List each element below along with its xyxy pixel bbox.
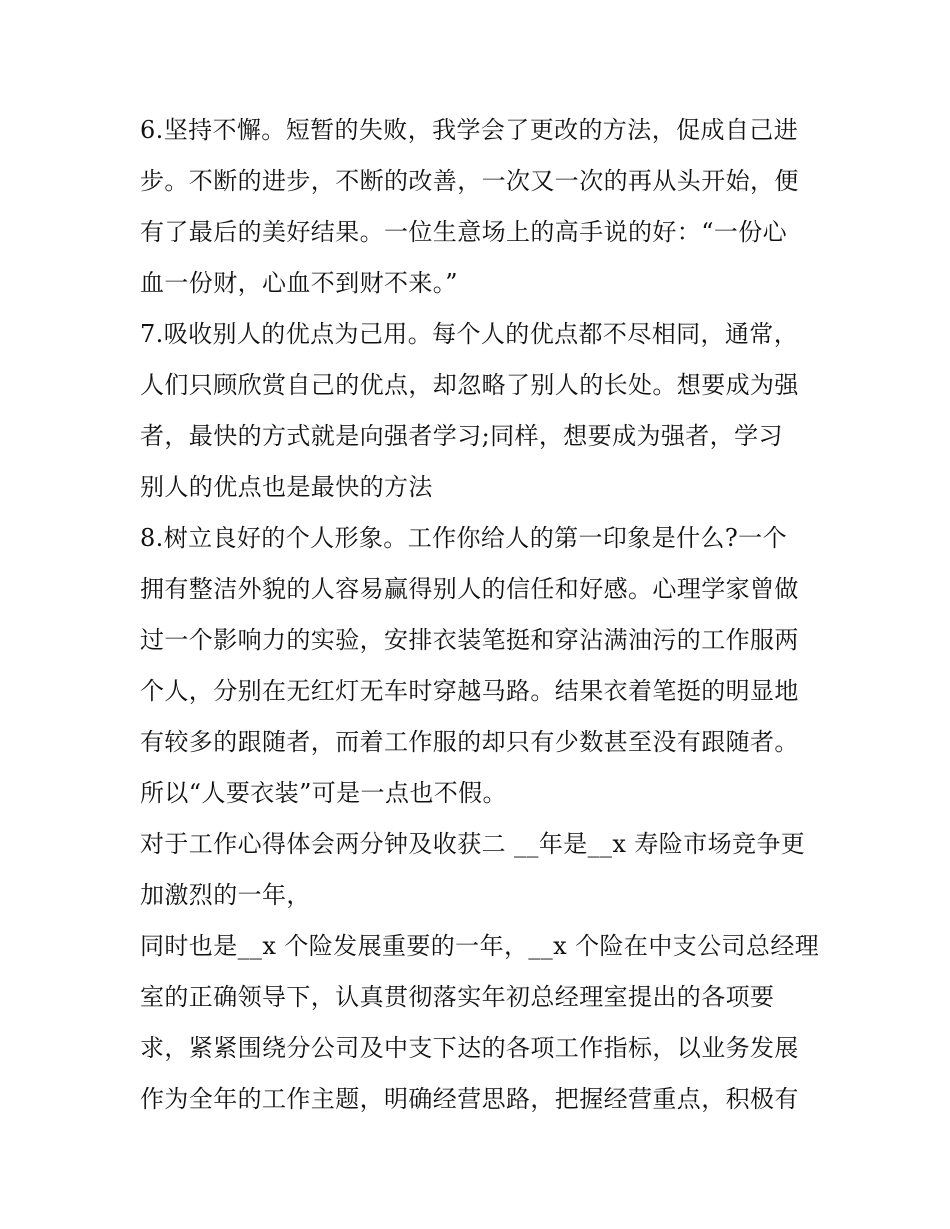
text-line: 对于工作心得体会两分钟及收获二 __年是__x 寿险市场竞争更 bbox=[140, 830, 806, 858]
text-line: 求，紧紧围绕分公司及中支下达的各项工作指标，以业务发展 bbox=[140, 1034, 799, 1062]
text-line: 6.坚持不懈。短暂的失败，我学会了更改的方法，促成自己进 bbox=[140, 116, 799, 144]
text-line: 同时也是__x 个险发展重要的一年，__x 个险在中支公司总经理 bbox=[140, 932, 820, 960]
document-body bbox=[140, 105, 820, 1125]
text-line: 7.吸收别人的优点为己用。每个人的优点都不尽相同，通常， bbox=[140, 320, 799, 348]
text-line: 过一个影响力的实验，安排衣装笔挺和穿沾满油污的工作服两 bbox=[140, 626, 799, 654]
text-line: 步。不断的进步，不断的改善，一次又一次的再从头开始，便 bbox=[140, 167, 799, 195]
text-line: 有较多的跟随者，而着工作服的却只有少数甚至没有跟随者。 bbox=[140, 728, 799, 756]
text-line: 人们只顾欣赏自己的优点，却忽略了别人的长处。想要成为强 bbox=[140, 371, 799, 399]
text-line: 所以“人要衣装”可是一点也不假。 bbox=[140, 779, 507, 807]
text-line: 有了最后的美好结果。一位生意场上的高手说的好：“一份心 bbox=[140, 218, 788, 246]
text-line: 血一份财，心血不到财不来。” bbox=[140, 269, 458, 297]
text-line: 别人的优点也是最快的方法 bbox=[140, 473, 433, 501]
text-line: 个人，分别在无红灯无车时穿越马路。结果衣着笔挺的明显地 bbox=[140, 677, 799, 705]
text-line: 8.树立良好的个人形象。工作你给人的第一印象是什么?一个 bbox=[140, 524, 787, 552]
text-line: 者，最快的方式就是向强者学习;同样，想要成为强者，学习 bbox=[140, 422, 783, 450]
text-line: 加激烈的一年， bbox=[140, 881, 311, 909]
text-line: 室的正确领导下，认真贯彻落实年初总经理室提出的各项要 bbox=[140, 983, 775, 1011]
text-line: 拥有整洁外貌的人容易赢得别人的信任和好感。心理学家曾做 bbox=[140, 575, 799, 603]
text-line: 作为全年的工作主题，明确经营思路，把握经营重点，积极有 bbox=[140, 1085, 799, 1113]
